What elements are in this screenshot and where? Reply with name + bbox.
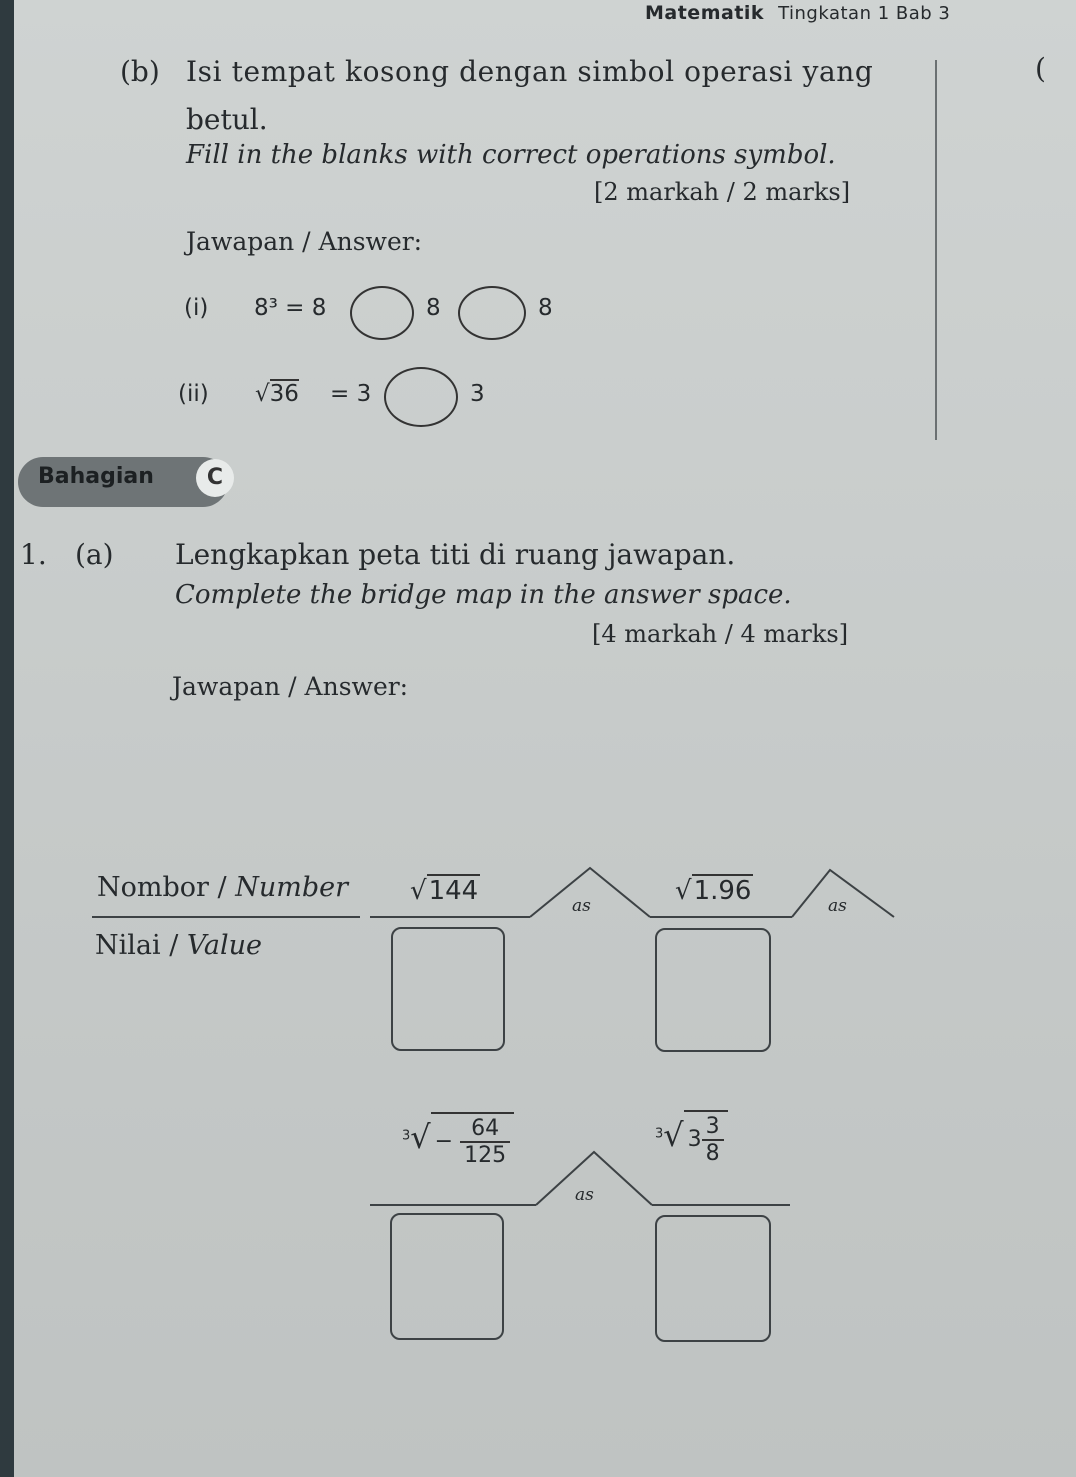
whole-number: 3: [687, 1127, 702, 1152]
negative-sign: −: [434, 1129, 454, 1154]
item-i-number: (i): [184, 295, 209, 321]
level-title: Tingkatan 1 Bab 3: [778, 3, 951, 24]
cbrt-neg-64-125: [402, 1112, 514, 1170]
margin-bracket: (: [1035, 52, 1046, 85]
relating-factor-1: as: [572, 896, 591, 916]
cbrt-3-3-8: [655, 1110, 728, 1168]
part-b-question-ms-cont: betul.: [186, 103, 268, 136]
number-label-en: Number: [235, 872, 348, 903]
radicand-4: [684, 1110, 728, 1168]
item-ii-radicand: 36: [269, 381, 299, 407]
answer-box-4[interactable]: [655, 1215, 771, 1342]
relating-factor-2: as: [828, 896, 847, 916]
cbrt-symbol: √: [410, 1118, 431, 1156]
radicand-1-96: 1.96: [693, 876, 752, 906]
section-letter: C: [196, 459, 234, 497]
sqrt-1-96: [675, 876, 753, 906]
question-part: (a): [75, 538, 114, 571]
cbrt-symbol: √: [663, 1116, 684, 1154]
radicand-144: 144: [428, 876, 479, 906]
item-i-end: 8: [538, 295, 553, 321]
answer-box-3[interactable]: [390, 1213, 504, 1340]
question-marks: [4 markah / 4 marks]: [592, 620, 849, 648]
answer-box-2[interactable]: [655, 928, 771, 1052]
item-i-mid: 8: [426, 295, 441, 321]
question-en: Complete the bridge map in the answer space.: [175, 580, 792, 610]
question-number: 1.: [20, 538, 47, 571]
sqrt-symbol: √: [410, 876, 427, 906]
sqrt-144: [410, 876, 480, 906]
item-ii-end: 3: [470, 381, 485, 407]
part-b-question-en: Fill in the blanks with correct operations symbol.: [186, 140, 836, 170]
value-label: Nilai / Value: [95, 930, 263, 961]
number-label: Nombor / Number: [97, 872, 348, 903]
radicand-3: [431, 1112, 514, 1170]
root-index: 3: [655, 1126, 664, 1142]
part-b-marks-text: [2 markah / 2 marks]: [594, 178, 851, 206]
question-ms: Lengkapkan peta titi di ruang jawapan.: [175, 538, 736, 571]
question-answer-label: Jawapan / Answer:: [172, 672, 409, 701]
sqrt-symbol: √: [675, 876, 692, 906]
denominator-8: 8: [705, 1141, 720, 1166]
answer-box-1[interactable]: [391, 927, 505, 1051]
section-label: Bahagian: [38, 464, 154, 489]
sqrt-symbol: √: [255, 381, 270, 407]
bridge-arch-3: [536, 1152, 652, 1205]
part-b-answer-label: Jawapan / Answer:: [186, 227, 423, 256]
item-i-lhs: 8³ = 8: [254, 295, 327, 321]
relating-factor-3: as: [575, 1185, 594, 1205]
root-index: 3: [402, 1128, 411, 1144]
value-label-ms: Nilai: [95, 930, 161, 961]
subject-title: Matematik: [645, 2, 765, 24]
denominator-125: 125: [464, 1143, 507, 1168]
item-ii-number: (ii): [178, 381, 209, 407]
item-ii-rhs: = 3: [330, 381, 372, 407]
numerator-3: 3: [702, 1114, 724, 1141]
value-label-en: Value: [186, 930, 263, 961]
numerator-64: 64: [460, 1116, 510, 1143]
part-b-label: (b): [120, 55, 160, 88]
part-b-question-ms: Isi tempat kosong dengan simbol operasi yang: [186, 55, 874, 88]
number-label-ms: Nombor: [97, 872, 209, 903]
